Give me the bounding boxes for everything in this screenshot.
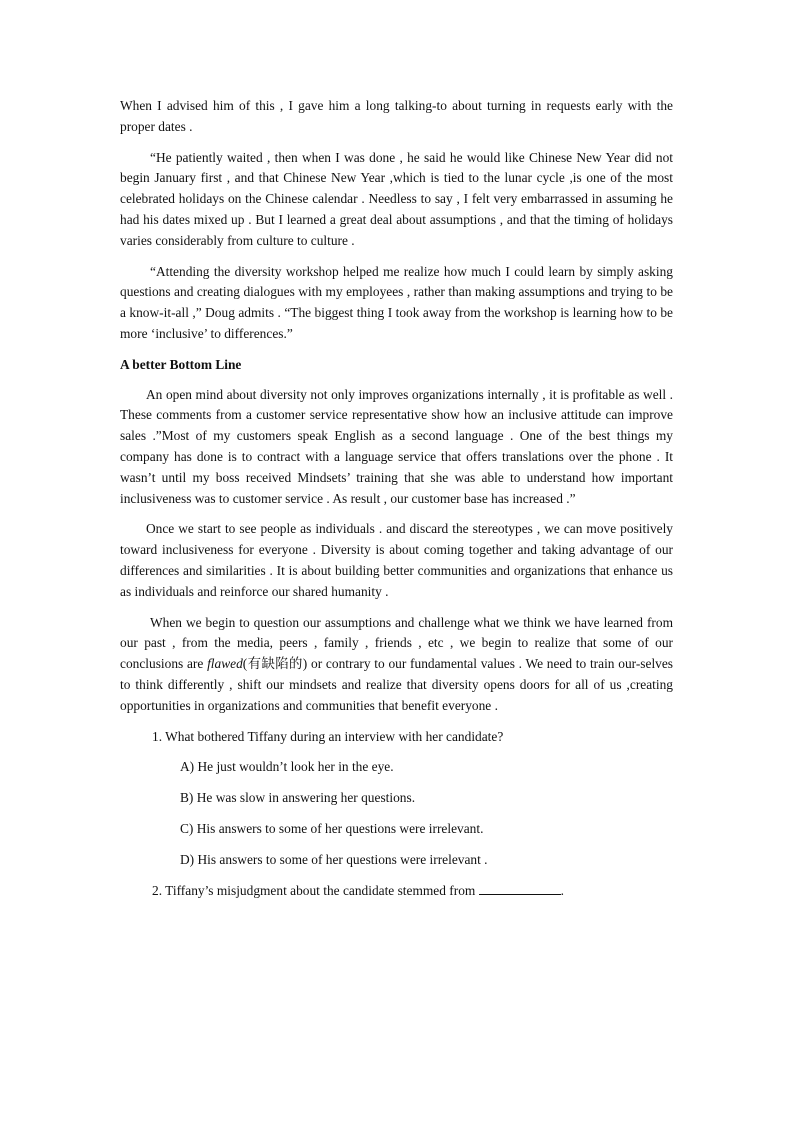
italic-word: flawed [207, 656, 243, 672]
paragraph-text-start: When we begin to question our assumptions and challenge what we think we have learned from our past , from the media, peers , family , friends , etc , we begin to realize that some of our conclusions are [120, 614, 673, 672]
option-a: A) He just wouldn’t look her in the eye. [180, 759, 394, 775]
section-heading: A better Bottom Line [120, 356, 242, 372]
option-d: D) His answers to some of her questions were irrelevant . [180, 851, 488, 867]
paragraph-advised: When I advised him of this , I gave him a long talking-to about turning in requests early with the proper dates . [120, 98, 673, 134]
document-page [120, 96, 673, 911]
option-b: B) He was slow in answering her questions. [180, 790, 416, 806]
paragraph-text-end: or contrary to our fundamental values . We need to train our-selves to think differently , shift our mindsets and realize that diversity opens doors for all of us ,creating opportunities in organizations and communities that benefit everyone . [120, 656, 674, 713]
question-2 [152, 881, 673, 902]
paragraph-open-mind: An open mind about diversity not only improves organizations internally , it is profitable as well . These comments from a customer service representative show how an inclusive attitude can improve sales .”Most of my customers speak English as a second language . One of the best things my company has done is to contract with a language service that offers translations over the phone . It wasn’t until my boss received Mindsets’ training that she was able to understand how important inclusiveness was to customer service . As result , our customer base has increased .” [120, 386, 673, 506]
chinese-gloss: (有缺陷的) [242, 656, 308, 672]
question-2-text: 2. Tiffany’s misjudgment about the candidate stemmed from [152, 882, 479, 898]
paragraph-diversity-workshop: “Attending the diversity workshop helped me realize how much I could learn by simply asking questions and creating dialogues with my employees , rather than making assumptions and trying to be a know-it-all ,” Doug admits . “The biggest thing I took away from the workshop is learning how to be more ‘inclusive’ to differences.” [120, 263, 673, 341]
question-2-end: . [560, 882, 565, 898]
question-1: 1. What bothered Tiffany during an interview with her candidate? [152, 728, 504, 744]
paragraph-question-assumptions [120, 613, 673, 717]
answer-blank[interactable] [479, 882, 561, 895]
option-c: C) His answers to some of her questions were irrelevant. [180, 820, 484, 836]
paragraph-individuals: Once we start to see people as individuals . and discard the stereotypes , we can move positively toward inclusiveness for everyone . Diversity is about coming together and taking advantage of our differences and similarities . It is about building better communities and organizations that enhance us as individuals and reinforce our shared humanity . [120, 521, 673, 599]
paragraph-chinese-new-year: “He patiently waited , then when I was done , he said he would like Chinese New Year did not begin January first , and that Chinese New Year ,which is tied to the lunar cycle ,is one of the most celebrated holidays on the Chinese calendar . Needless to say , I felt very embarrassed in assuming he had his dates mixed up . But I learned a great deal about assumptions , and that the timing of holidays varies considerably from culture to culture . [120, 149, 673, 248]
